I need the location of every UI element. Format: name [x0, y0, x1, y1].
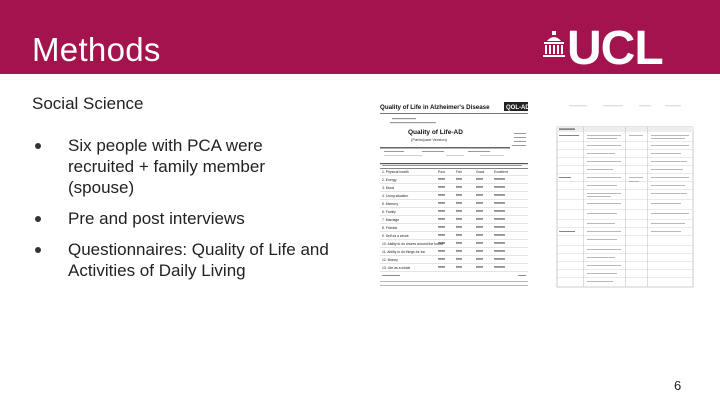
qol-title: Quality of Life in Alzheimer's Disease	[380, 104, 490, 111]
qol-item: 10. Ability to do chores around the house	[382, 242, 444, 246]
qol-item: 11. Ability to do things for fun	[382, 250, 426, 254]
qol-rating: Poor	[438, 170, 446, 174]
qol-item: 6. Family	[382, 210, 396, 214]
qol-item: 7. Marriage	[382, 218, 400, 222]
bullet-item	[32, 135, 332, 198]
qol-item: 9. Self as a whole	[382, 234, 409, 238]
qol-rating: Excellent	[494, 170, 508, 174]
qol-item: 2. Energy	[382, 178, 397, 182]
bullet-icon	[35, 247, 41, 253]
slide-title: Methods	[32, 31, 161, 68]
slide-subtitle: Social Science	[32, 94, 144, 113]
page-number: 6	[674, 378, 682, 393]
bullet-text: Pre and post interviews	[68, 209, 245, 228]
adl-questionnaire-image	[555, 101, 695, 289]
qol-item: 1. Physical health	[382, 170, 409, 174]
qol-questionnaire-image	[380, 101, 528, 289]
qol-form-drawing	[380, 101, 528, 289]
qol-item: 3. Mood	[382, 186, 395, 190]
ucl-logo	[543, 22, 703, 75]
qol-rating: Fair	[456, 170, 462, 174]
bullet-icon	[35, 143, 41, 149]
bullet-list	[32, 135, 332, 291]
header-bar	[0, 0, 720, 74]
bullet-icon	[35, 216, 41, 222]
bullet-text: Questionnaires: Quality of Life and Activities of Daily Living	[68, 240, 329, 280]
qol-badge: QOL-AD	[506, 105, 528, 111]
qol-rating: Good	[476, 170, 485, 174]
logo-wordmark: UCL	[567, 22, 663, 75]
qol-item: 12. Money	[382, 258, 398, 262]
bullet-text: Six people with PCA were recruited + family member (spouse)	[68, 136, 265, 197]
qol-item: 4. Living situation	[382, 194, 409, 198]
qol-heading: Quality of Life-AD	[408, 129, 463, 136]
qol-subheading: (Participant Version)	[411, 137, 448, 142]
qol-item: 13. Life as a whole	[382, 266, 411, 270]
bullet-item	[32, 239, 332, 281]
qol-item: 5. Memory	[382, 202, 399, 206]
bullet-item	[32, 208, 332, 229]
adl-form-drawing	[555, 101, 695, 289]
qol-item: 8. Friends	[382, 226, 398, 230]
portico-icon	[543, 31, 565, 61]
